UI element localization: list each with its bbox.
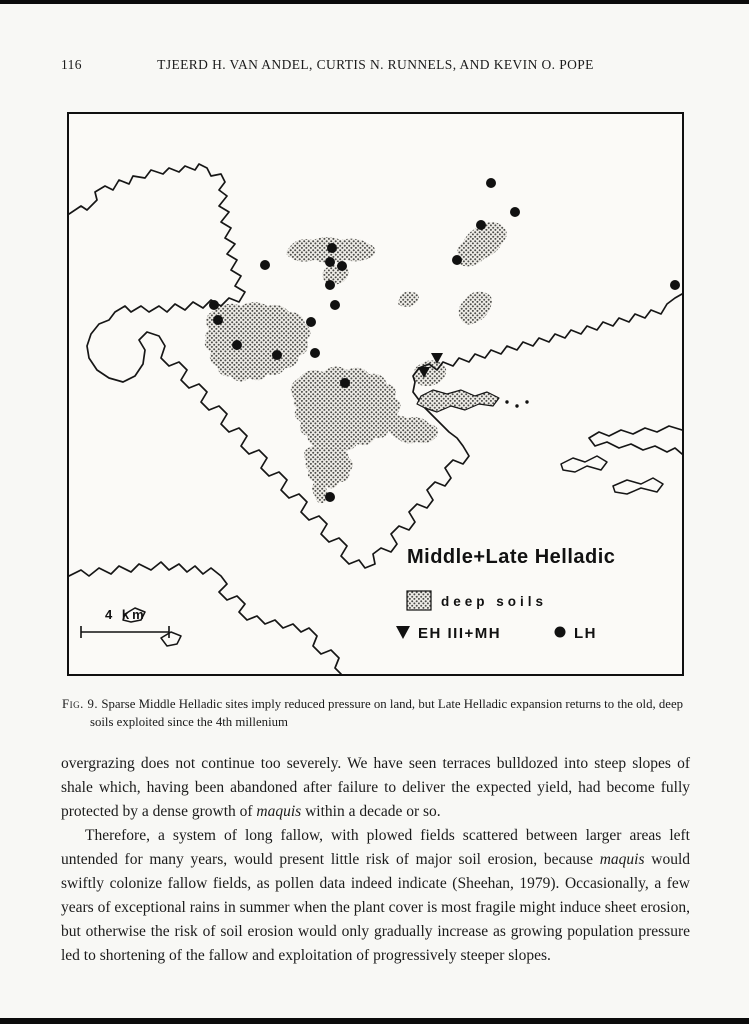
lh-site-dot [340, 378, 350, 388]
islet-dot [515, 404, 518, 407]
lh-site-dot [670, 280, 680, 290]
paragraph: Therefore, a system of long fallow, with plowed fields scattered between larger areas left untended for many years, would present little risk of major soil erosion, because maquis would swiftly colonize fallow fields, as pollen data indeed indicate (Sheehan, 1979). Occasionally, a few years of exceptional rains in summer when the plant cover is most fragile might induce sheet erosion, but otherwise the risk of soil erosion would only gradually increase as growing population pressure led to shortening of the fallow and exploitation of progressively steeper slopes. [61, 827, 691, 964]
lh-site-dot [306, 317, 316, 327]
page-header [61, 57, 690, 75]
lh-site-dot [260, 260, 270, 270]
lh-site-dot [325, 257, 335, 267]
legend-triangle-icon [396, 626, 410, 639]
lh-site-dot [272, 350, 282, 360]
islet-dot [505, 400, 508, 403]
deep-soils-swatch [407, 591, 431, 610]
islet-markers [505, 400, 528, 407]
lh-site-dot [232, 340, 242, 350]
small-island [561, 456, 607, 472]
scale-label: 4 km [105, 607, 147, 622]
lh-site-dot [325, 280, 335, 290]
legend-deep-soils-label: deep soils [441, 594, 548, 609]
scan-artifact-bottom [0, 1018, 749, 1024]
legend-dot-icon [555, 627, 566, 638]
lh-site-dot [209, 300, 219, 310]
legend-eh-mh-label: EH III+MH [418, 625, 502, 642]
lh-site-dot [510, 207, 520, 217]
small-island [161, 632, 181, 646]
lh-site-dot [325, 492, 335, 502]
lh-site-dot [486, 178, 496, 188]
small-island [613, 478, 663, 494]
main-coastline [69, 164, 682, 568]
figure-9-map [67, 112, 684, 676]
paragraph: overgrazing does not continue too severely. We have seen terraces bulldozed into steep slopes of shale which, having been abandoned after failure to deliver the expected yield, had become fully protected by a dense growth of maquis within a decade or so. [61, 755, 690, 820]
map-legend [396, 591, 597, 642]
page-number: 116 [61, 57, 82, 72]
islet-dot [525, 400, 528, 403]
running-head: TJEERD H. VAN ANDEL, CURTIS N. RUNNELS, AND KEVIN O. POPE [157, 57, 594, 72]
map-svg [69, 114, 682, 674]
figure-caption-label: Fig. 9. [62, 697, 99, 711]
lh-site-dot [310, 348, 320, 358]
scan-artifact-top [0, 0, 749, 4]
lh-site-dot [327, 243, 337, 253]
lh-site-dot [330, 300, 340, 310]
legend-lh-label: LH [574, 625, 597, 642]
body-text [61, 752, 690, 968]
east-island-coastline [589, 426, 682, 454]
lh-site-dot [337, 261, 347, 271]
scale-bar [81, 607, 169, 638]
map-title: Middle+Late Helladic [407, 546, 616, 568]
figure-caption [62, 695, 696, 731]
deep-soils-patches [205, 222, 507, 503]
figure-caption-text: Sparse Middle Helladic sites imply reduced pressure on land, but Late Helladic expansion returns to the old, deep soils exploited since the 4th millenium [90, 697, 684, 729]
lh-site-dot [213, 315, 223, 325]
stippled-peninsula [417, 390, 499, 412]
lh-site-dot [476, 220, 486, 230]
lh-site-dot [452, 255, 462, 265]
